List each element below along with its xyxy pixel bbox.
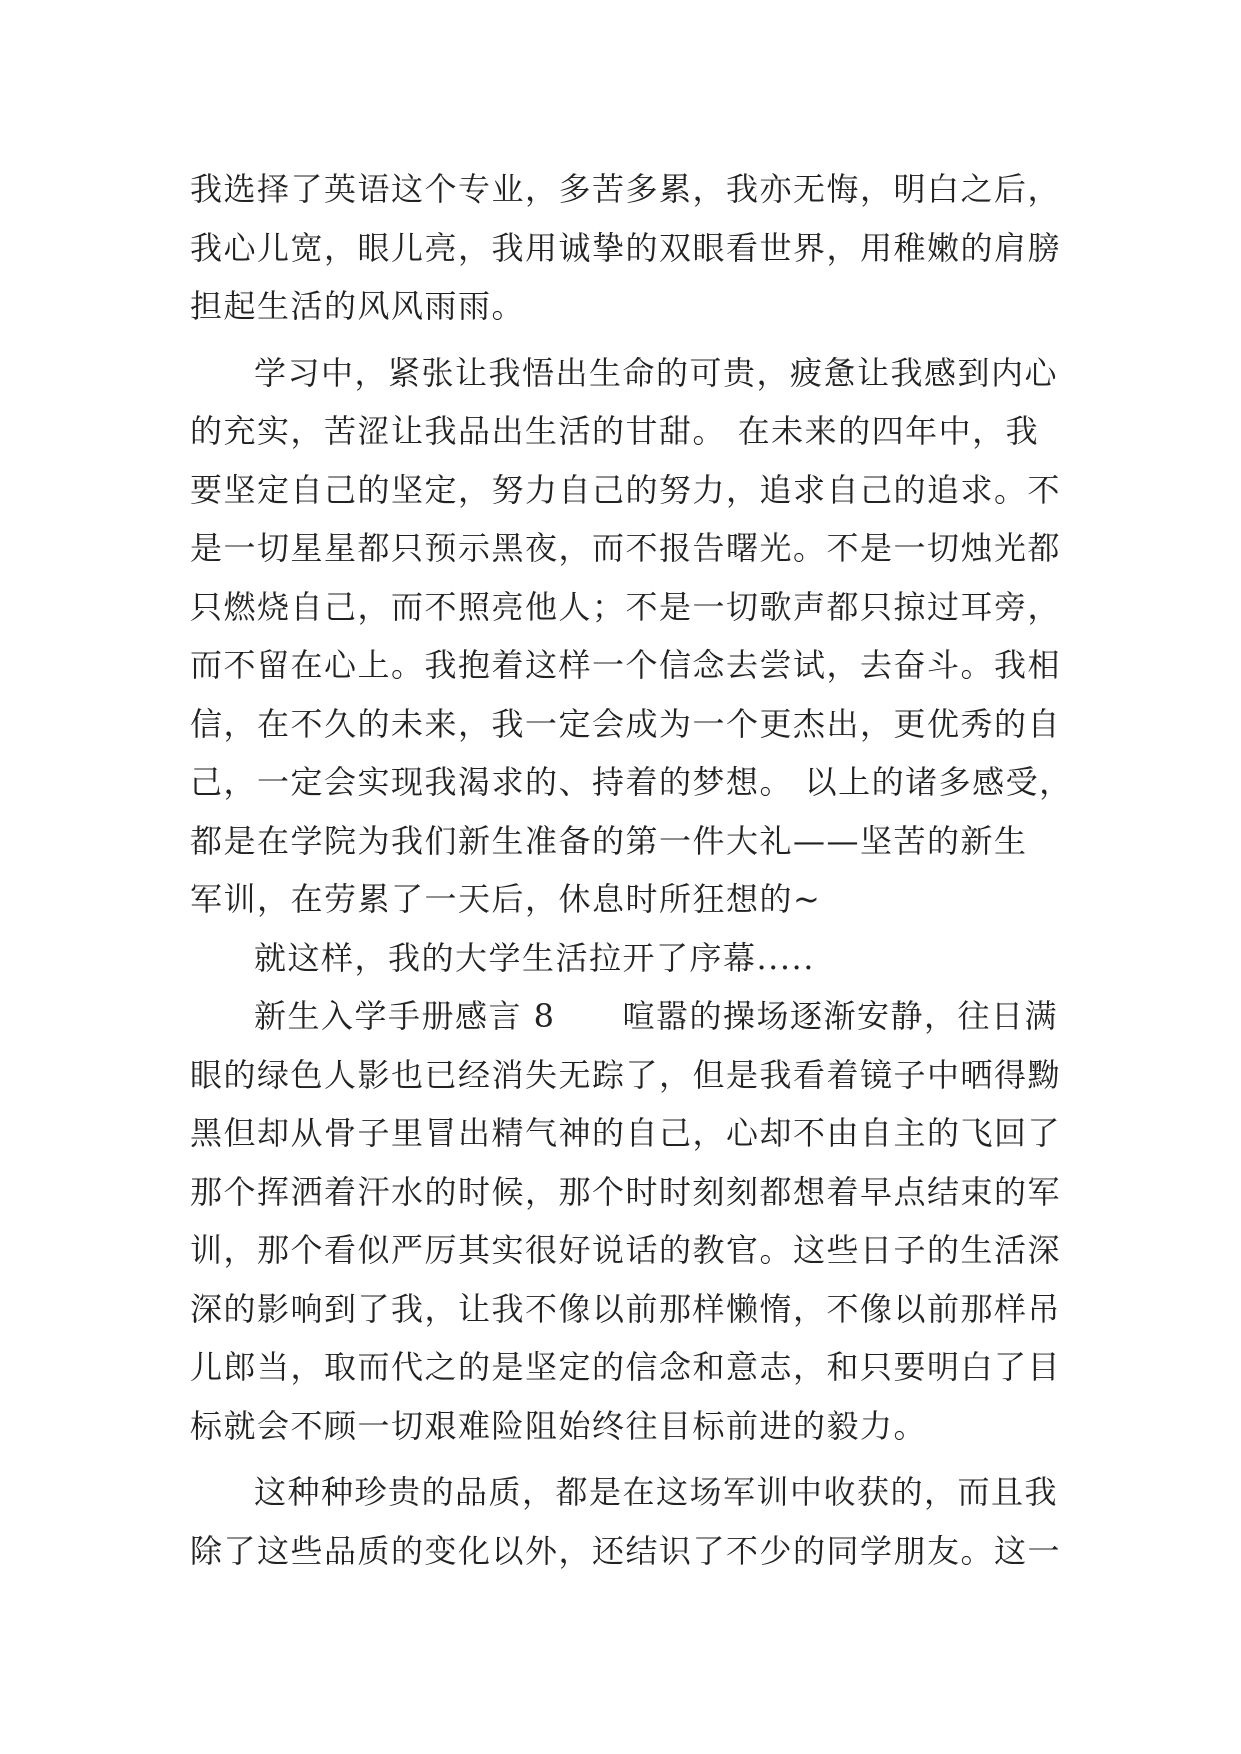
text-line: 要坚定自己的坚定，努力自己的努力，追求自己的追求。不 xyxy=(190,470,1062,509)
text-line: 深的影响到了我，让我不像以前那样懒惰，不像以前那样吊 xyxy=(190,1289,1062,1328)
text-line: 眼的绿色人影也已经消失无踪了，但是我看着镜子中晒得黝 xyxy=(190,1055,1062,1094)
text-line: 标就会不顾一切艰难险阻始终往目标前进的毅力。 xyxy=(190,1406,928,1445)
text-line: 是一切星星都只预示黑夜，而不报告曙光。不是一切烛光都 xyxy=(190,529,1062,567)
text-line: 的充实，苦涩让我品出生活的甘甜。 在未来的四年中，我 xyxy=(190,412,1040,450)
text-line: 那个挥洒着汗水的时候，那个时时刻刻都想着早点结束的军 xyxy=(190,1172,1062,1211)
text-line: 军训，在劳累了一天后，休息时所狂想的~ xyxy=(190,880,822,918)
text-line: 信，在不久的未来，我一定会成为一个更杰出，更优秀的自 xyxy=(190,704,1062,743)
text-line: 担起生活的风风雨雨。 xyxy=(190,287,526,325)
text-line: 训，那个看似严厉其实很好说话的教官。这些日子的生活深 xyxy=(190,1231,1062,1269)
text-line: 除了这些品质的变化以外，还结识了不少的同学朋友。这一 xyxy=(190,1531,1062,1570)
body-text xyxy=(190,160,1073,1580)
text-line: 只燃烧自己，而不照亮他人；不是一切歌声都只掠过耳旁， xyxy=(190,587,1062,626)
paragraph-start-line: 学习中，紧张让我悟出生命的可贵，疲惫让我感到内心 xyxy=(254,353,1059,392)
text-line: 我选择了英语这个专业，多苦多累，我亦无悔，明白之后， xyxy=(190,170,1062,208)
paragraph-start-line: 这种种珍贵的品质，都是在这场军训中收获的，而且我 xyxy=(254,1473,1059,1511)
text-line: 己，一定会实现我渴求的、持着的梦想。 以上的诸多感受， xyxy=(190,763,1073,801)
text-line: 儿郎当，取而代之的是坚定的信念和意志，和只要明白了目 xyxy=(190,1348,1062,1386)
text-line: 我心儿宽，眼儿亮，我用诚挚的双眼看世界，用稚嫩的肩膀 xyxy=(190,228,1062,267)
text-line: 而不留在心上。我抱着这样一个信念去尝试，去奋斗。我相 xyxy=(190,646,1062,684)
text-line: 黑但却从骨子里冒出精气神的自己，心却不由自主的飞回了 xyxy=(190,1114,1062,1152)
text-line: 都是在学院为我们新生准备的第一件大礼——坚苦的新生 xyxy=(190,821,1028,860)
paragraph-start-line: 就这样，我的大学生活拉开了序幕..... xyxy=(254,938,815,977)
section-heading-line: 新生入学手册感言 8 喧嚣的操场逐渐安静，往日满 xyxy=(254,997,1059,1035)
